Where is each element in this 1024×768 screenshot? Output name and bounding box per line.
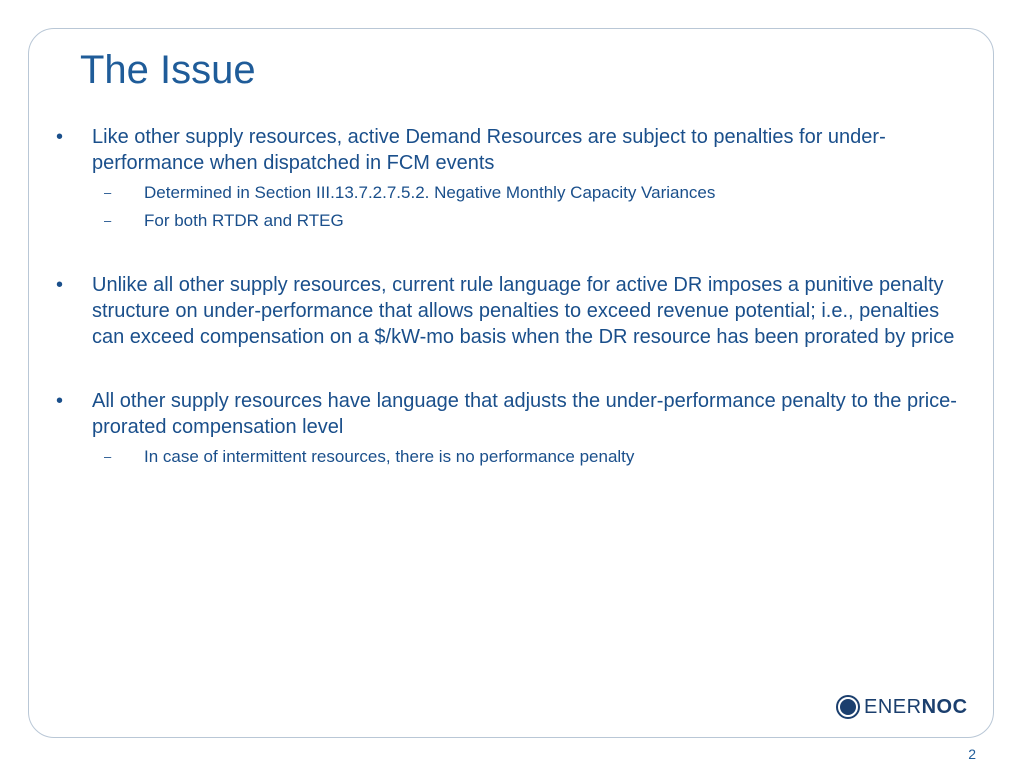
sub-bullet-marker: – xyxy=(104,449,112,464)
bullet-item xyxy=(52,272,962,350)
bullet-item xyxy=(52,388,962,440)
sub-bullet-marker: – xyxy=(104,213,112,228)
sub-bullet-text: For both RTDR and RTEG xyxy=(144,211,344,230)
spacer xyxy=(52,350,962,388)
enernoc-logo xyxy=(836,692,968,722)
slide-content xyxy=(52,124,962,468)
sub-bullet-item xyxy=(52,182,962,204)
slide-title: The Issue xyxy=(80,48,256,92)
bullet-text: Unlike all other supply resources, current rule language for active DR imposes a punitive penalty structure on under-performance that allows penalties to exceed revenue potential; i.e., penalties can exceed compensation on a $/kW-mo basis when the DR resource has been prorated by price xyxy=(92,274,955,348)
logo-text-part1: ENER xyxy=(864,695,922,718)
logo-text-part2: NOC xyxy=(921,695,968,718)
sub-bullet-text: Determined in Section III.13.7.2.7.5.2. Negative Monthly Capacity Variances xyxy=(144,183,716,202)
bullet-text: Like other supply resources, active Demand Resources are subject to penalties for under-performance when dispatched in FCM events xyxy=(92,126,886,174)
bullet-marker: • xyxy=(56,274,64,296)
sub-bullet-item xyxy=(52,210,962,232)
bullet-marker: • xyxy=(56,390,64,412)
bullet-item xyxy=(52,124,962,176)
sub-bullet-text: In case of intermittent resources, there is no performance penalty xyxy=(144,447,635,466)
logo-text xyxy=(864,696,968,719)
spacer xyxy=(52,232,962,272)
logo-circle-icon xyxy=(836,695,860,719)
bullet-marker: • xyxy=(56,126,64,148)
logo-circle-inner xyxy=(840,699,856,715)
page-number: 2 xyxy=(968,746,976,762)
sub-bullet-marker: – xyxy=(104,185,112,200)
bullet-text: All other supply resources have language that adjusts the under-performance penalty to the price-prorated compensation level xyxy=(92,390,957,438)
sub-bullet-item xyxy=(52,446,962,468)
